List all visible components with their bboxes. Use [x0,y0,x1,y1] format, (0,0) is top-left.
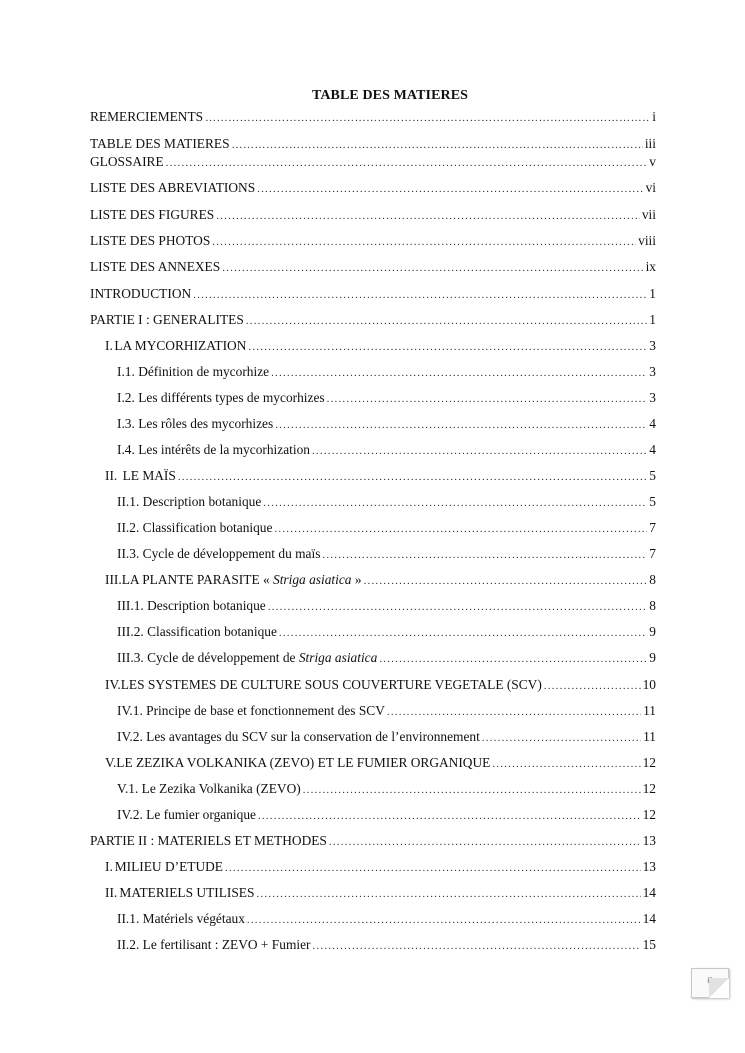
toc-entry-label: LE ZEZIKA VOLKANIKA (ZEVO) ET LE FUMIER ORGANIQUE [116,755,491,770]
toc-page-number: 12 [642,755,656,770]
toc-leader [216,208,640,224]
toc-entry-i-3[interactable] [117,415,656,433]
toc-leader [327,391,648,407]
toc-entry-label: III.3. Cycle de développement de Striga asiatica [117,650,378,665]
toc-entry-label: PARTIE II : MATERIELS ET METHODES [90,833,327,848]
toc-page-number: 7 [649,546,656,561]
toc-entry-label: LE MAÏS [122,468,176,483]
toc-leader [322,547,647,563]
toc-entry-number: I. [105,338,113,353]
toc-entry-number: II. [105,468,118,483]
toc-entry-label: TABLE DES MATIERES [90,136,230,151]
toc-page-number: 3 [649,364,656,379]
toc-entry-label: V.1. Le Zezika Volkanika (ZEVO) [117,781,301,796]
toc-page-number: 7 [649,520,656,535]
toc-leader [329,834,641,850]
toc-leader [232,137,643,153]
toc-entry-number: V. [105,755,117,770]
toc-entry-iv-2-fumier[interactable] [117,806,656,824]
toc-entry-iv-1[interactable] [117,702,656,720]
toc-entry-label: IV.2. Les avantages du SCV sur la conservation de l’environnement [117,729,480,744]
toc-entry-label: I.1. Définition de mycorhize [117,364,270,379]
toc-page-number: vi [645,180,656,195]
toc-entry-iii-1[interactable] [117,597,656,615]
toc-leader [364,573,648,589]
toc-entry-label: LISTE DES FIGURES [90,207,215,222]
toc-page-number: 13 [642,833,656,848]
toc-entry-i-1[interactable] [117,363,656,381]
toc-entry-label: PARTIE I : GENERALITES [90,312,244,327]
toc-entry-i-4[interactable] [117,441,656,459]
toc-entry-number: IV. [105,677,121,692]
toc-page-number: 9 [649,624,656,639]
page-fold-corner [709,978,729,998]
toc-page-number: i [652,109,656,124]
toc-entry-le-mais[interactable] [105,467,656,485]
toc-entry-partie-2[interactable] [90,832,656,850]
toc-leader [303,782,641,798]
toc-entry-table-des-matieres[interactable] [90,135,656,153]
toc-entry-iv-2[interactable] [117,728,656,746]
toc-entry-label: GLOSSAIRE [90,154,164,169]
toc-page-number: 3 [649,338,656,353]
toc-entry-label: LISTE DES ANNEXES [90,259,221,274]
toc-page-number: 14 [642,911,656,926]
toc-leader [256,886,640,902]
toc-entry-materiels-utilises[interactable] [105,884,656,902]
toc-leader [247,912,641,928]
toc-page-number: 15 [642,937,656,952]
toc-leader [312,443,647,459]
toc-leader [246,313,647,329]
toc-entry-glossaire[interactable] [90,153,656,171]
toc-entry-ii-3[interactable] [117,545,656,563]
toc-page-number: 5 [649,494,656,509]
toc-entry-ii-1[interactable] [117,493,656,511]
toc-page-number: v [649,154,656,169]
toc-leader [271,365,647,381]
toc-entry-label: II.3. Cycle de développement du maïs [117,546,321,561]
toc-entry-label: MATERIELS UTILISES [119,885,255,900]
toc-entry-number: I. [105,859,113,874]
toc-page-number: 13 [642,859,656,874]
toc-leader [257,181,643,197]
toc-entry-label: MILIEU D’ETUDE [114,859,223,874]
page-number-box [691,968,729,998]
toc-entry-figures[interactable] [90,206,656,224]
toc-leader [275,417,647,433]
toc-entry-label: II.2. Classification botanique [117,520,273,535]
toc-entry-partie-1[interactable] [90,311,656,329]
toc-page-number: 4 [649,416,656,431]
toc-leader [205,110,650,126]
toc-leader [274,521,647,537]
toc-entry-scv[interactable] [105,676,656,694]
toc-page-number: 5 [649,468,656,483]
toc-leader [482,730,641,746]
toc-page-number: 8 [649,572,656,587]
toc-entry-label: LES SYSTEMES DE CULTURE SOUS COUVERTURE VEGETALE (SCV) [120,677,542,692]
toc-page-number: 10 [642,677,656,692]
toc-page-number: 8 [649,598,656,613]
toc-entry-ii-1-materiels[interactable] [117,910,656,928]
toc-entry-label: LA PLANTE PARASITE « Striga asiatica » [121,572,362,587]
toc-page-number: 12 [642,807,656,822]
toc-page-number: ix [645,259,656,274]
toc-entry-remerciements[interactable] [90,108,656,126]
toc-page-number: viii [638,233,656,248]
toc-entry-abreviations[interactable] [90,179,656,197]
toc-page-number: 4 [649,442,656,457]
toc-entry-annexes[interactable] [90,258,656,276]
toc-leader [178,469,647,485]
toc-entry-zevo-fumier[interactable] [105,754,656,772]
toc-page-number: 11 [643,729,656,744]
toc-page-number: 3 [649,390,656,405]
toc-entry-label: I.3. Les rôles des mycorhizes [117,416,274,431]
toc-entry-label: IV.2. Le fumier organique [117,807,256,822]
toc-leader [212,234,636,250]
toc-leader [248,339,647,355]
toc-leader [312,938,640,954]
toc-entry-label: II.2. Le fertilisant : ZEVO + Fumier [117,937,311,952]
toc-entry-iii-2[interactable] [117,623,656,641]
toc-page-number: 11 [643,703,656,718]
toc-leader [258,808,641,824]
toc-leader [166,155,648,171]
toc-entry-label: INTRODUCTION [90,286,192,301]
toc-entry-mycorhization[interactable] [105,337,656,355]
toc-entry-photos[interactable] [90,232,656,250]
toc-entry-label: LA MYCORHIZATION [114,338,247,353]
toc-entry-label: I.2. Les différents types de mycorhizes [117,390,325,405]
toc-leader [379,651,647,667]
toc-entry-label: IV.1. Principe de base et fonctionnement des SCV [117,703,385,718]
toc-entry-plante-parasite[interactable] [105,571,656,589]
toc-leader [387,704,641,720]
toc-leader [544,678,641,694]
toc-entry-number: II. [105,885,118,900]
toc-entry-ii-2[interactable] [117,519,656,537]
toc-leader [268,599,648,615]
toc-page-number: vii [641,207,656,222]
toc-entry-label: REMERCIEMENTS [90,109,204,124]
toc-entry-label: III.1. Description botanique [117,598,266,613]
toc-leader [225,860,641,876]
toc-page-number: 9 [649,650,656,665]
toc-entry-v-1[interactable] [117,780,656,798]
toc-entry-number: III. [105,572,122,587]
toc-entry-label: I.4. Les intérêts de la mycorhization [117,442,310,457]
toc-leader [193,287,647,303]
toc-page-number: 1 [649,286,656,301]
page-title: TABLE DES MATIERES [311,88,469,103]
toc-leader [222,260,643,276]
toc-leader [263,495,647,511]
toc-page-number: 1 [649,312,656,327]
toc-page-number: 14 [642,885,656,900]
toc-entry-label: II.1. Description botanique [117,494,262,509]
toc-entry-iii-3[interactable] [117,649,656,667]
toc-leader [492,756,640,772]
page-number: iii [707,976,713,985]
toc-entry-milieu-etude[interactable] [105,858,656,876]
toc-entry-i-2[interactable] [117,389,656,407]
toc-page-number: iii [644,136,656,151]
toc-entry-label: II.1. Matériels végétaux [117,911,245,926]
toc-entry-label: III.2. Classification botanique [117,624,277,639]
toc-page-number: 12 [642,781,656,796]
toc-leader [279,625,647,641]
toc-entry-label: LISTE DES ABREVIATIONS [90,180,256,195]
toc-entry-introduction[interactable] [90,285,656,303]
toc-entry-label: LISTE DES PHOTOS [90,233,211,248]
toc-entry-ii-2-fertilisant[interactable] [117,936,656,954]
